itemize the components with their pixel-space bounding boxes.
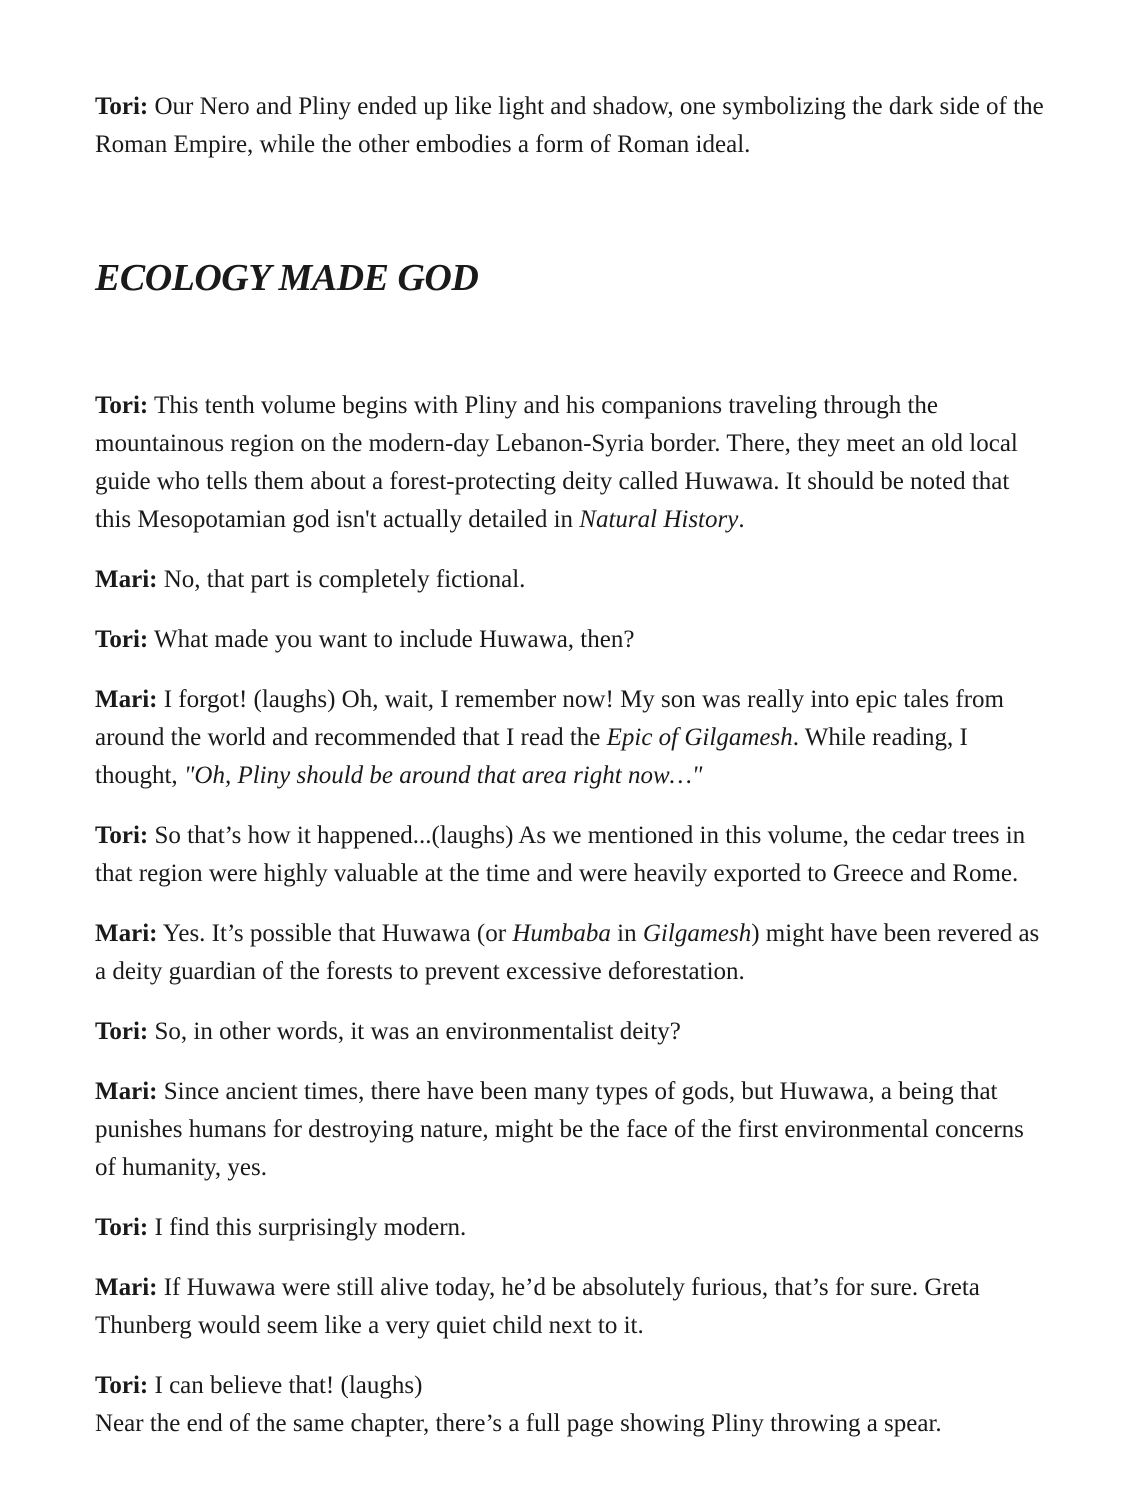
dialogue-paragraph xyxy=(95,1209,1045,1247)
document-page xyxy=(95,88,1045,1443)
dialogue-paragraph xyxy=(95,681,1045,795)
dialogue-text: Near the end of the same chapter, there’s a full page showing Pliny throwing a spear. xyxy=(95,1410,942,1437)
dialogue-paragraph xyxy=(95,915,1045,991)
intro-paragraph xyxy=(95,88,1045,164)
italic-text: Natural History xyxy=(579,506,739,533)
italic-text: Epic of Gilgamesh xyxy=(606,724,793,751)
dialogue-list xyxy=(95,387,1045,1443)
section-heading: ECOLOGY MADE GOD xyxy=(95,257,479,299)
dialogue-text: . While reading, I thought, xyxy=(95,724,968,789)
dialogue-text: Since ancient times, there have been many types of gods, but Huwawa, a being that punishes humans for destroying nature, might be the face of the first environmental concerns of humanity, yes. xyxy=(95,1078,1024,1181)
dialogue-paragraph xyxy=(95,1367,1045,1443)
speaker-name: Mari: xyxy=(95,1078,158,1105)
speaker-name: Tori: xyxy=(95,626,149,653)
dialogue-paragraph xyxy=(95,1269,1045,1345)
speaker-name: Mari: xyxy=(95,566,158,593)
dialogue-text: Our Nero and Pliny ended up like light and shadow, one symbolizing the dark side of the Roman Empire, while the other embodies a form of Roman ideal. xyxy=(95,93,1044,158)
dialogue-text: What made you want to include Huwawa, then? xyxy=(148,626,635,653)
speaker-name: Tori: xyxy=(95,1018,149,1045)
speaker-name: Mari: xyxy=(95,1274,158,1301)
italic-text: "Oh, Pliny should be around that area right now…" xyxy=(183,762,703,789)
speaker-name: Tori: xyxy=(95,93,149,120)
dialogue-text: No, that part is completely fictional. xyxy=(157,566,526,593)
dialogue-paragraph xyxy=(95,621,1045,659)
dialogue-paragraph xyxy=(95,387,1045,539)
dialogue-text: ) might have been revered as a deity guardian of the forests to prevent excessive deforestation. xyxy=(95,920,1040,985)
dialogue-text: I find this surprisingly modern. xyxy=(148,1214,467,1241)
dialogue-text: . xyxy=(738,506,745,533)
dialogue-paragraph xyxy=(95,561,1045,599)
italic-text: Gilgamesh xyxy=(642,920,752,947)
dialogue-text: I forgot! (laughs) Oh, wait, I remember now! My son was really into epic tales from around the world and recommended that I read the xyxy=(95,686,1005,751)
dialogue-text: in xyxy=(610,920,643,947)
speaker-name: Tori: xyxy=(95,1372,149,1399)
dialogue-text: If Huwawa were still alive today, he’d be absolutely furious, that’s for sure. Greta Thunberg would seem like a very quiet child next to it. xyxy=(95,1274,980,1339)
dialogue-text: Yes. It’s possible that Huwawa (or xyxy=(157,920,513,947)
dialogue-text: This tenth volume begins with Pliny and his companions traveling through the mountainous region on the modern-day Lebanon-Syria border. There, they meet an old local guide who tells them about a forest-protecting deity called Huwawa. It should be noted that this Mesopotamian god isn't actually detailed in xyxy=(95,392,1018,533)
speaker-name: Tori: xyxy=(95,1214,149,1241)
dialogue-paragraph xyxy=(95,1073,1045,1187)
dialogue-text: So that’s how it happened...(laughs) As we mentioned in this volume, the cedar trees in that region were highly valuable at the time and were heavily exported to Greece and Rome. xyxy=(95,822,1026,887)
speaker-name: Mari: xyxy=(95,920,158,947)
dialogue-text: So, in other words, it was an environmentalist deity? xyxy=(148,1018,681,1045)
speaker-name: Tori: xyxy=(95,822,149,849)
italic-text: Humbaba xyxy=(512,920,611,947)
dialogue-text: I can believe that! (laughs) xyxy=(148,1372,423,1399)
speaker-name: Mari: xyxy=(95,686,158,713)
dialogue-paragraph xyxy=(95,817,1045,893)
dialogue-paragraph xyxy=(95,1013,1045,1051)
speaker-name: Tori: xyxy=(95,392,149,419)
